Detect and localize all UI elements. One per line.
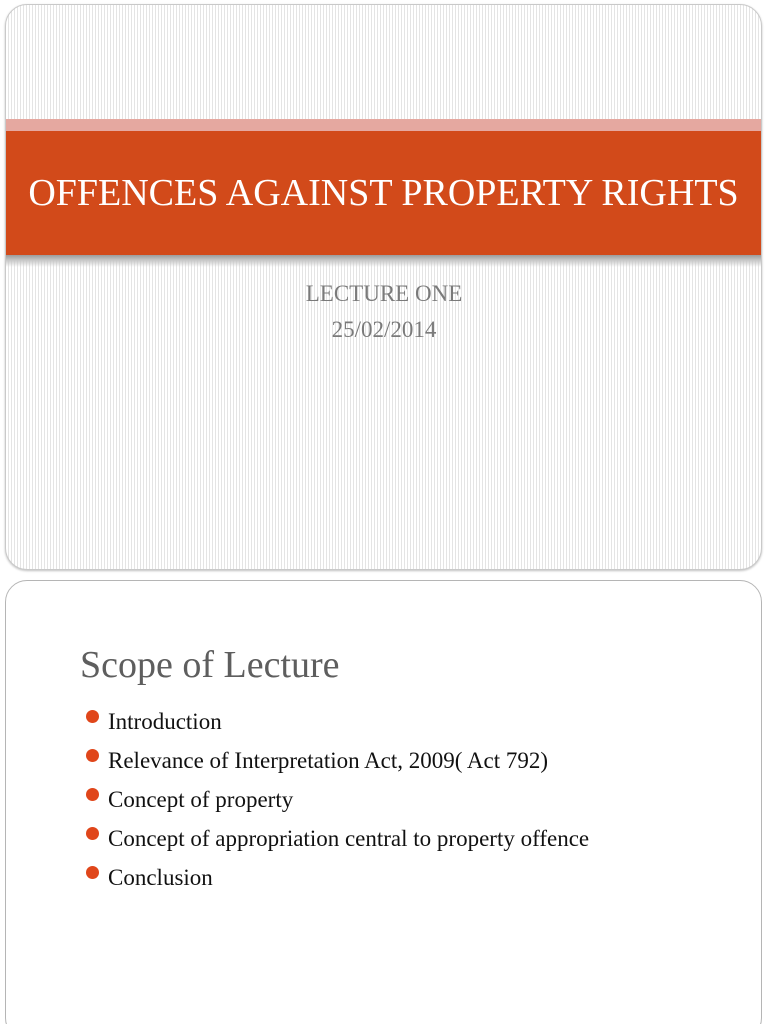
list-item (86, 780, 589, 819)
bullet-dot-icon (86, 749, 99, 762)
list-item-text: Concept of property (108, 786, 294, 812)
list-item (86, 819, 589, 858)
slide-title: OFFENCES AGAINST PROPERTY RIGHTS (28, 172, 739, 214)
subtitle-block (0, 276, 768, 348)
content-heading: Scope of Lecture (80, 644, 340, 686)
bullet-dot-icon (86, 827, 99, 840)
lecture-number: LECTURE ONE (305, 281, 463, 306)
title-accent-stripe (6, 119, 761, 131)
list-item (86, 741, 589, 780)
title-band (6, 131, 761, 255)
list-item (86, 702, 589, 741)
bullet-dot-icon (86, 788, 99, 801)
list-item-text: Conclusion (108, 864, 213, 890)
title-band-shadow (6, 255, 761, 267)
list-item-text: Introduction (108, 708, 222, 734)
lecture-date: 25/02/2014 (331, 317, 437, 342)
bullet-dot-icon (86, 866, 99, 879)
list-item-text: Relevance of Interpretation Act, 2009( Act 792) (108, 747, 549, 773)
bullet-list (86, 702, 589, 897)
bullet-dot-icon (86, 710, 99, 723)
list-item-text: Concept of appropriation central to property offence (108, 825, 590, 851)
list-item (86, 858, 589, 897)
